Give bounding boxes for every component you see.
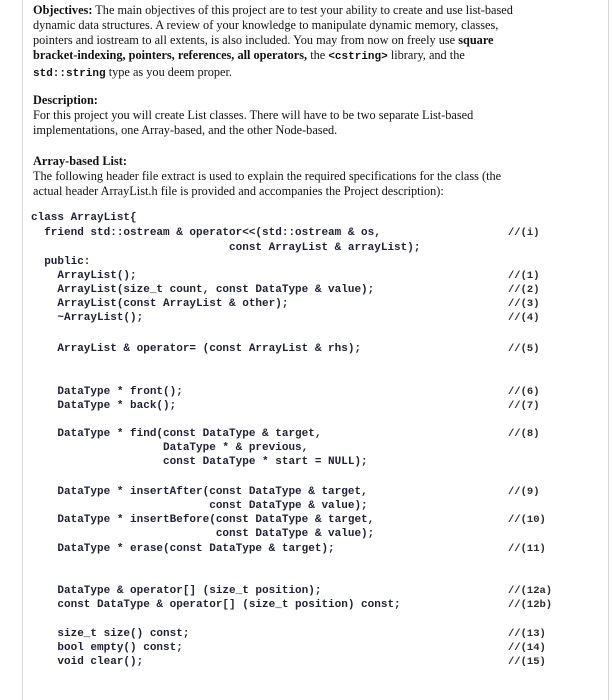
- comment-marker: //(4): [508, 312, 540, 324]
- array-list-line-1: The following header file extract is used to explain the required specifications for the class (the: [33, 169, 502, 183]
- code-line: ArrayList(size_t count, const DataType & value);: [31, 284, 375, 296]
- comment-marker: //(10): [508, 514, 546, 526]
- code-line: size_t size() const;: [31, 628, 190, 640]
- comment-marker: //(i): [508, 227, 540, 239]
- code-line: const DataType & value);: [31, 500, 368, 512]
- array-list-line-2: actual header ArrayList.h file is provided and accompanies the Project description):: [33, 184, 444, 198]
- code-block: [23, 0, 608, 668]
- code-line: DataType * find(const DataType & target,: [31, 428, 322, 440]
- comment-marker: //(14): [508, 642, 546, 654]
- code-line: DataType * back();: [31, 400, 177, 412]
- comment-marker: //(8): [508, 428, 540, 440]
- code-line: void clear();: [31, 656, 144, 668]
- code-line: ArrayList & operator= (const ArrayList & rhs);: [31, 343, 362, 355]
- objectives-line-3-bold: square: [458, 33, 494, 47]
- objectives-line-4-bold: bracket-indexing, pointers, references, all operators,: [33, 48, 308, 62]
- comment-marker: //(6): [508, 386, 540, 398]
- code-line: DataType * insertBefore(const DataType & target,: [31, 514, 375, 526]
- comment-marker: //(15): [508, 656, 546, 668]
- code-line: DataType * & previous,: [31, 442, 309, 454]
- comment-marker: //(2): [508, 284, 540, 296]
- code-line: const DataType & operator[] (size_t position) const;: [31, 599, 401, 611]
- comment-marker: //(12a): [508, 585, 553, 597]
- array-list-label: Array-based List:: [33, 154, 127, 168]
- code-line: DataType * erase(const DataType & target);: [31, 543, 335, 555]
- document-page: [22, 0, 609, 700]
- comment-marker: //(5): [508, 343, 540, 355]
- comment-marker: //(3): [508, 298, 540, 310]
- comment-marker: //(7): [508, 400, 540, 412]
- std-string-inline-code: std::string: [33, 68, 106, 80]
- code-line: const DataType & value);: [31, 528, 375, 540]
- objectives-line-4-the: the: [310, 48, 326, 62]
- code-line: bool empty() const;: [31, 642, 183, 654]
- code-line: const ArrayList & arrayList);: [31, 242, 421, 254]
- comment-marker: //(13): [508, 628, 546, 640]
- code-line: friend std::ostream & operator<<(std::ostream & os,: [31, 227, 381, 239]
- code-line: DataType * front();: [31, 386, 183, 398]
- code-line: DataType * insertAfter(const DataType & target,: [31, 486, 368, 498]
- objectives-line-1: The main objectives of this project are to test your ability to create and use list-based: [95, 3, 513, 17]
- comment-marker: //(11): [508, 543, 546, 555]
- code-line: ~ArrayList();: [31, 312, 144, 324]
- objectives-line-2: dynamic data structures. A review of your knowledge to manipulate dynamic memory, classes,: [33, 18, 499, 32]
- code-line: ArrayList();: [31, 270, 137, 282]
- code-line: class ArrayList{: [31, 212, 137, 224]
- code-line: public:: [31, 256, 91, 268]
- objectives-label: Objectives:: [33, 3, 93, 17]
- objectives-line-5-tail: type as you deem proper.: [108, 65, 232, 79]
- cstring-inline-code: <cstring>: [328, 51, 388, 63]
- description-line-2: implementations, one Array-based, and the other Node-based.: [33, 123, 338, 137]
- description-label: Description:: [33, 93, 98, 107]
- code-line: ArrayList(const ArrayList & other);: [31, 298, 289, 310]
- code-line: const DataType * start = NULL);: [31, 456, 368, 468]
- objectives-line-3: pointers and iostream to all extents, is also included. You may from now on freely use: [33, 33, 456, 47]
- comment-marker: //(9): [508, 486, 540, 498]
- description-line-1: For this project you will create List classes. There will have to be two separate List-based: [33, 108, 474, 122]
- code-line: DataType & operator[] (size_t position);: [31, 585, 322, 597]
- comment-marker: //(12b): [508, 599, 553, 611]
- objectives-line-4-tail: library, and the: [390, 48, 465, 62]
- comment-marker: //(1): [508, 270, 540, 282]
